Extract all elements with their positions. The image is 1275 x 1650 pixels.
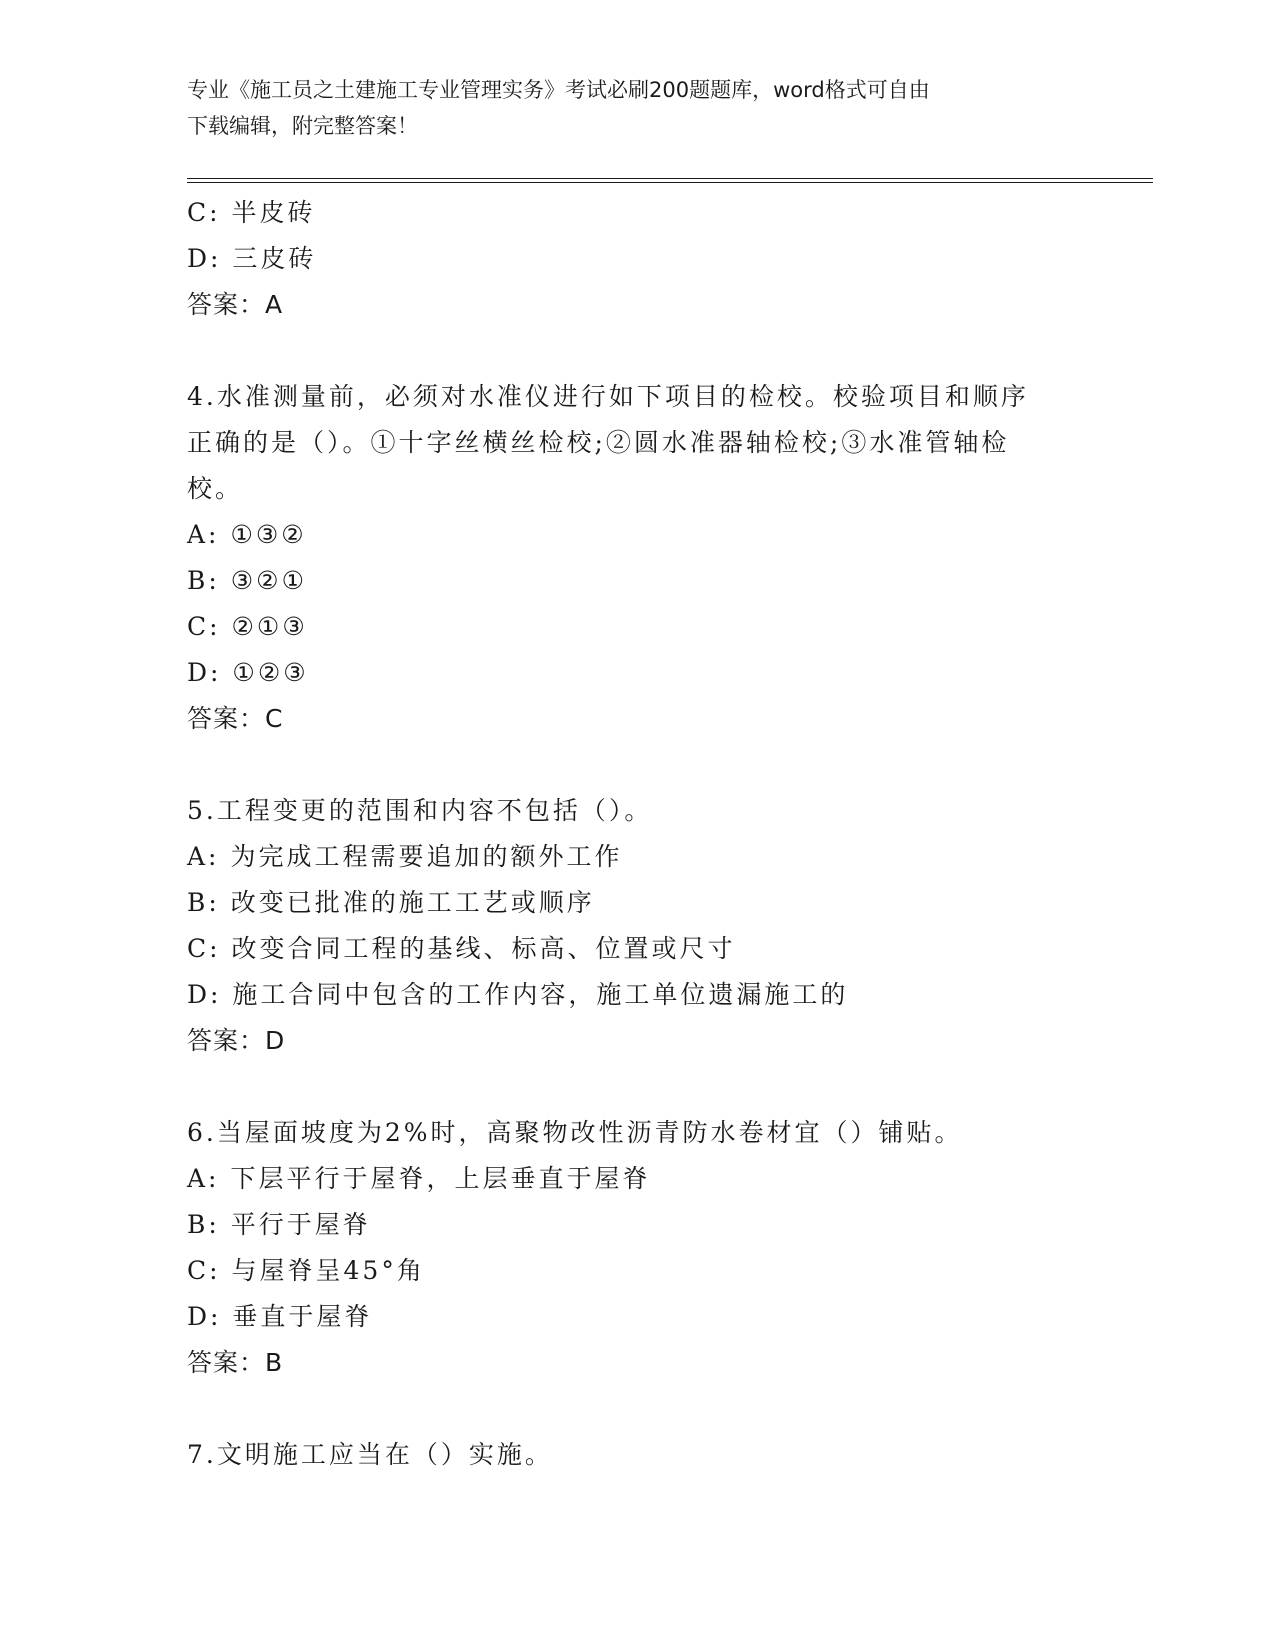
- option-b: [187, 558, 1087, 604]
- stem-line: 正确的是（）。①十字丝横丝检校;②圆水准器轴检校;③水准管轴检: [187, 428, 1010, 457]
- option-text: 施工合同中包含的工作内容，施工单位遗漏施工的: [232, 980, 849, 1009]
- option-label: A:: [187, 842, 220, 871]
- option-label: B:: [187, 1210, 220, 1239]
- option-d: [187, 1294, 1087, 1340]
- option-text: ③②①: [230, 566, 307, 595]
- option-a: [187, 512, 1087, 558]
- option-text: 改变合同工程的基线、标高、位置或尺寸: [231, 934, 736, 963]
- stem-line: 6.当屋面坡度为2%时，高聚物改性沥青防水卷材宜（）铺贴。: [187, 1118, 963, 1147]
- option-text: 平行于屋脊: [230, 1210, 371, 1239]
- option-label: C:: [187, 198, 221, 227]
- option-b: [187, 880, 1087, 926]
- document-header: [187, 72, 1087, 144]
- question-3: [187, 190, 1087, 328]
- stem-line: 5.工程变更的范围和内容不包括（）。: [187, 796, 653, 825]
- question-5: [187, 788, 1087, 1064]
- option-label: C:: [187, 1256, 221, 1285]
- option-label: B:: [187, 888, 220, 917]
- option-label: C:: [187, 934, 221, 963]
- answer: 答案：C: [187, 704, 284, 733]
- header-divider-top: [187, 178, 1153, 179]
- answer: 答案：A: [187, 290, 284, 319]
- option-text: ①③②: [230, 520, 307, 549]
- option-text: 为完成工程需要追加的额外工作: [230, 842, 623, 871]
- option-c: [187, 1248, 1087, 1294]
- option-text: ①②③: [232, 658, 309, 687]
- answer: 答案：B: [187, 1348, 284, 1377]
- option-a: [187, 1156, 1087, 1202]
- option-text: 与屋脊呈45°角: [231, 1256, 425, 1285]
- question-7: [187, 1432, 1087, 1478]
- option-c: [187, 190, 1087, 236]
- option-text: 下层平行于屋脊，上层垂直于屋脊: [230, 1164, 651, 1193]
- stem-line: 7.文明施工应当在（）实施。: [187, 1440, 553, 1469]
- option-d: [187, 972, 1087, 1018]
- option-a: [187, 834, 1087, 880]
- stem-line: 4.水准测量前，必须对水准仪进行如下项目的检校。校验项目和顺序: [187, 382, 1029, 411]
- option-label: D:: [187, 1302, 222, 1331]
- option-text: 半皮砖: [231, 198, 316, 227]
- option-text: 三皮砖: [232, 244, 317, 273]
- header-line-1: 专业《施工员之土建施工专业管理实务》考试必刷200题题库，word格式可自由: [187, 78, 930, 102]
- spacer: [187, 1064, 1087, 1110]
- question-6: [187, 1110, 1087, 1386]
- option-text: 垂直于屋脊: [232, 1302, 373, 1331]
- option-d: [187, 236, 1087, 282]
- option-c: [187, 926, 1087, 972]
- option-label: B:: [187, 566, 220, 595]
- question-4: [187, 374, 1087, 742]
- option-text: ②①③: [231, 612, 308, 641]
- option-b: [187, 1202, 1087, 1248]
- spacer: [187, 1386, 1087, 1432]
- option-c: [187, 604, 1087, 650]
- question-list: [187, 190, 1087, 1478]
- option-text: 改变已批准的施工工艺或顺序: [230, 888, 595, 917]
- option-d: [187, 650, 1087, 696]
- question-stem: [187, 1432, 1087, 1478]
- option-label: A:: [187, 520, 220, 549]
- option-label: C:: [187, 612, 221, 641]
- header-divider-bottom: [187, 182, 1153, 183]
- spacer: [187, 742, 1087, 788]
- question-stem: [187, 788, 1087, 834]
- question-stem: [187, 1110, 1087, 1156]
- spacer: [187, 328, 1087, 374]
- question-stem: [187, 374, 1087, 512]
- option-label: D:: [187, 980, 222, 1009]
- option-label: D:: [187, 244, 222, 273]
- option-label: A:: [187, 1164, 220, 1193]
- option-label: D:: [187, 658, 222, 687]
- stem-line: 校。: [187, 474, 244, 503]
- header-line-2: 下载编辑，附完整答案！: [187, 114, 418, 138]
- answer: 答案：D: [187, 1026, 286, 1055]
